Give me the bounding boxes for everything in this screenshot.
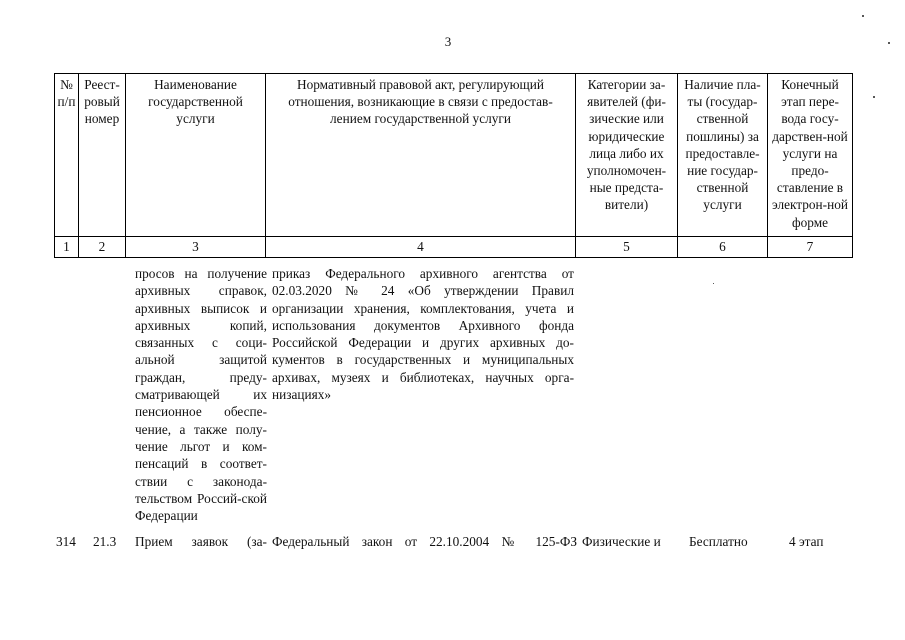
column-number-4: 4: [266, 237, 576, 258]
header-number: № п/п: [55, 74, 79, 237]
header-service-name: Наименование государственной услуги: [126, 74, 266, 237]
column-number-6: 6: [678, 237, 768, 258]
row-fee: Бесплатно: [689, 534, 748, 549]
row-service-name: Прием заявок (за-: [135, 534, 267, 549]
scan-speck: [713, 283, 714, 284]
continued-service-name: просов на получение архивных справок, архивных выписок и архивных копий, связанных с соци-альной защитой граждан, преду-сматривающей их пенсионное обеспе-чение, а также полу-чение льгот и ком-пенсаций в соответ-ствии с законода-тельством Россий-ской Федерации: [135, 266, 267, 524]
scan-speck: [888, 42, 890, 44]
header-applicant-categories: Категории за-явителей (фи-зические или юридические лица либо их уполномочен-ные предста-вители): [576, 74, 678, 237]
row-registry-number: 21.3: [93, 534, 117, 549]
row-number: 314: [56, 534, 76, 549]
column-number-5: 5: [576, 237, 678, 258]
column-number-1: 1: [55, 237, 79, 258]
header-legal-act: Нормативный правовой акт, регулирующий отношения, возникающие в связи с предостав-лением государственной услуги: [266, 74, 576, 237]
column-number-3: 3: [126, 237, 266, 258]
row-applicant-category: Физические и: [582, 534, 661, 549]
services-table-header: [54, 73, 853, 258]
header-final-stage: Конечный этап пере-вода госу-дарствен-ной услуги на предо-ставление в электрон-ной форме: [768, 74, 853, 237]
page-number: 3: [444, 34, 452, 49]
row-final-stage: 4 этап: [789, 534, 824, 549]
scan-speck: [862, 15, 864, 17]
row-legal-act: Федеральный закон от 22.10.2004 № 125-ФЗ: [272, 534, 577, 549]
scan-speck: [873, 96, 875, 98]
header-registry-number: Реест-ровый номер: [79, 74, 126, 237]
column-number-7: 7: [768, 237, 853, 258]
header-fee: Наличие пла-ты (государ-ственной пошлины) за предоставле-ние государ-ственной услуги: [678, 74, 768, 237]
continued-legal-act: приказ Федерального архивного агентства от 02.03.2020 № 24 «Об утверждении Правил организации хранения, комплектования, учета и использования документов Архивного фонда Российской Федерации и других архивных до-кументов в государственных и муниципальных архивах, музеях и библиотеках, научных орга-низациях»: [272, 266, 574, 403]
column-number-2: 2: [79, 237, 126, 258]
